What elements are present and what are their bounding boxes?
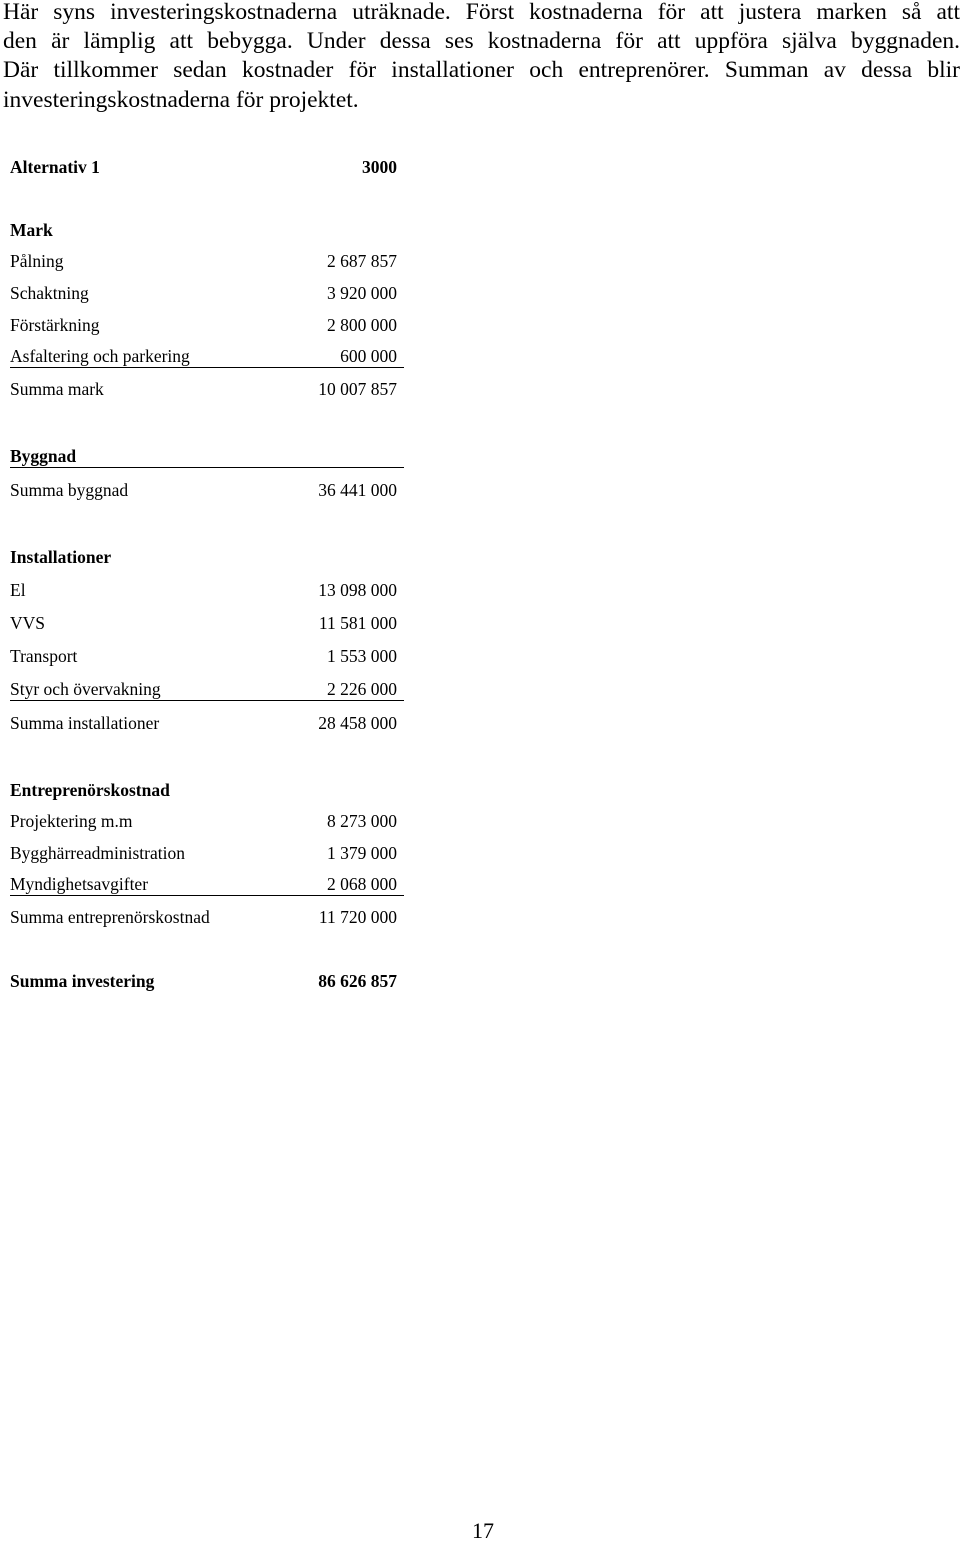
intro-line: den är lämplig att bebygga. Under dessa ses kostnaderna för att uppföra själva byggnaden. (3, 28, 960, 55)
section-heading-byggnad: Byggnad (10, 446, 77, 466)
table-row: Styr och övervakning 2 226 000 (10, 679, 397, 699)
intro-paragraph (3, 0, 960, 115)
table-row: Pålning 2 687 857 (10, 251, 397, 271)
table-row: Myndighetsavgifter 2 068 000 (10, 874, 397, 894)
table-row: Bygghärreadministration 1 379 000 (10, 843, 397, 863)
table-row: VVS 11 581 000 (10, 613, 397, 633)
sum-divider (10, 700, 404, 701)
intro-line: Där tillkommer sedan kostnader för installationer och entreprenörer. Summan av dessa blir (3, 57, 960, 84)
sum-row-byggnad: Summa byggnad 36 441 000 (10, 480, 397, 500)
sum-divider (10, 367, 404, 368)
sum-divider (10, 467, 404, 468)
table-title: Alternativ 1 (10, 157, 100, 177)
sum-row-entreprenor: Summa entreprenörskostnad 11 720 000 (10, 907, 397, 927)
total-value: 86 626 857 (318, 971, 397, 991)
intro-line: Här syns investeringskostnaderna uträknade. Först kostnaderna för att justera marken så att (3, 0, 960, 25)
total-label: Summa investering (10, 971, 155, 991)
table-row: Asfaltering och parkering 600 000 (10, 346, 397, 366)
table-row: Projektering m.m 8 273 000 (10, 811, 397, 831)
table-title-value: 3000 (362, 157, 397, 177)
section-heading-mark: Mark (10, 220, 53, 240)
sum-row-installationer: Summa installationer 28 458 000 (10, 713, 397, 733)
total-row (10, 970, 404, 992)
sum-row-mark: Summa mark 10 007 857 (10, 379, 397, 399)
table-row: Förstärkning 2 800 000 (10, 315, 397, 335)
table-row: Transport 1 553 000 (10, 646, 397, 666)
section-heading-installationer: Installationer (10, 547, 112, 567)
intro-line: investeringskostnaderna för projektet. (3, 86, 359, 113)
table-row: Schaktning 3 920 000 (10, 283, 397, 303)
table-title-row (10, 156, 404, 178)
section-heading-entreprenor: Entreprenörskostnad (10, 780, 170, 800)
page-number: 17 (472, 1518, 494, 1543)
sum-divider (10, 895, 404, 896)
table-row: El 13 098 000 (10, 580, 397, 600)
